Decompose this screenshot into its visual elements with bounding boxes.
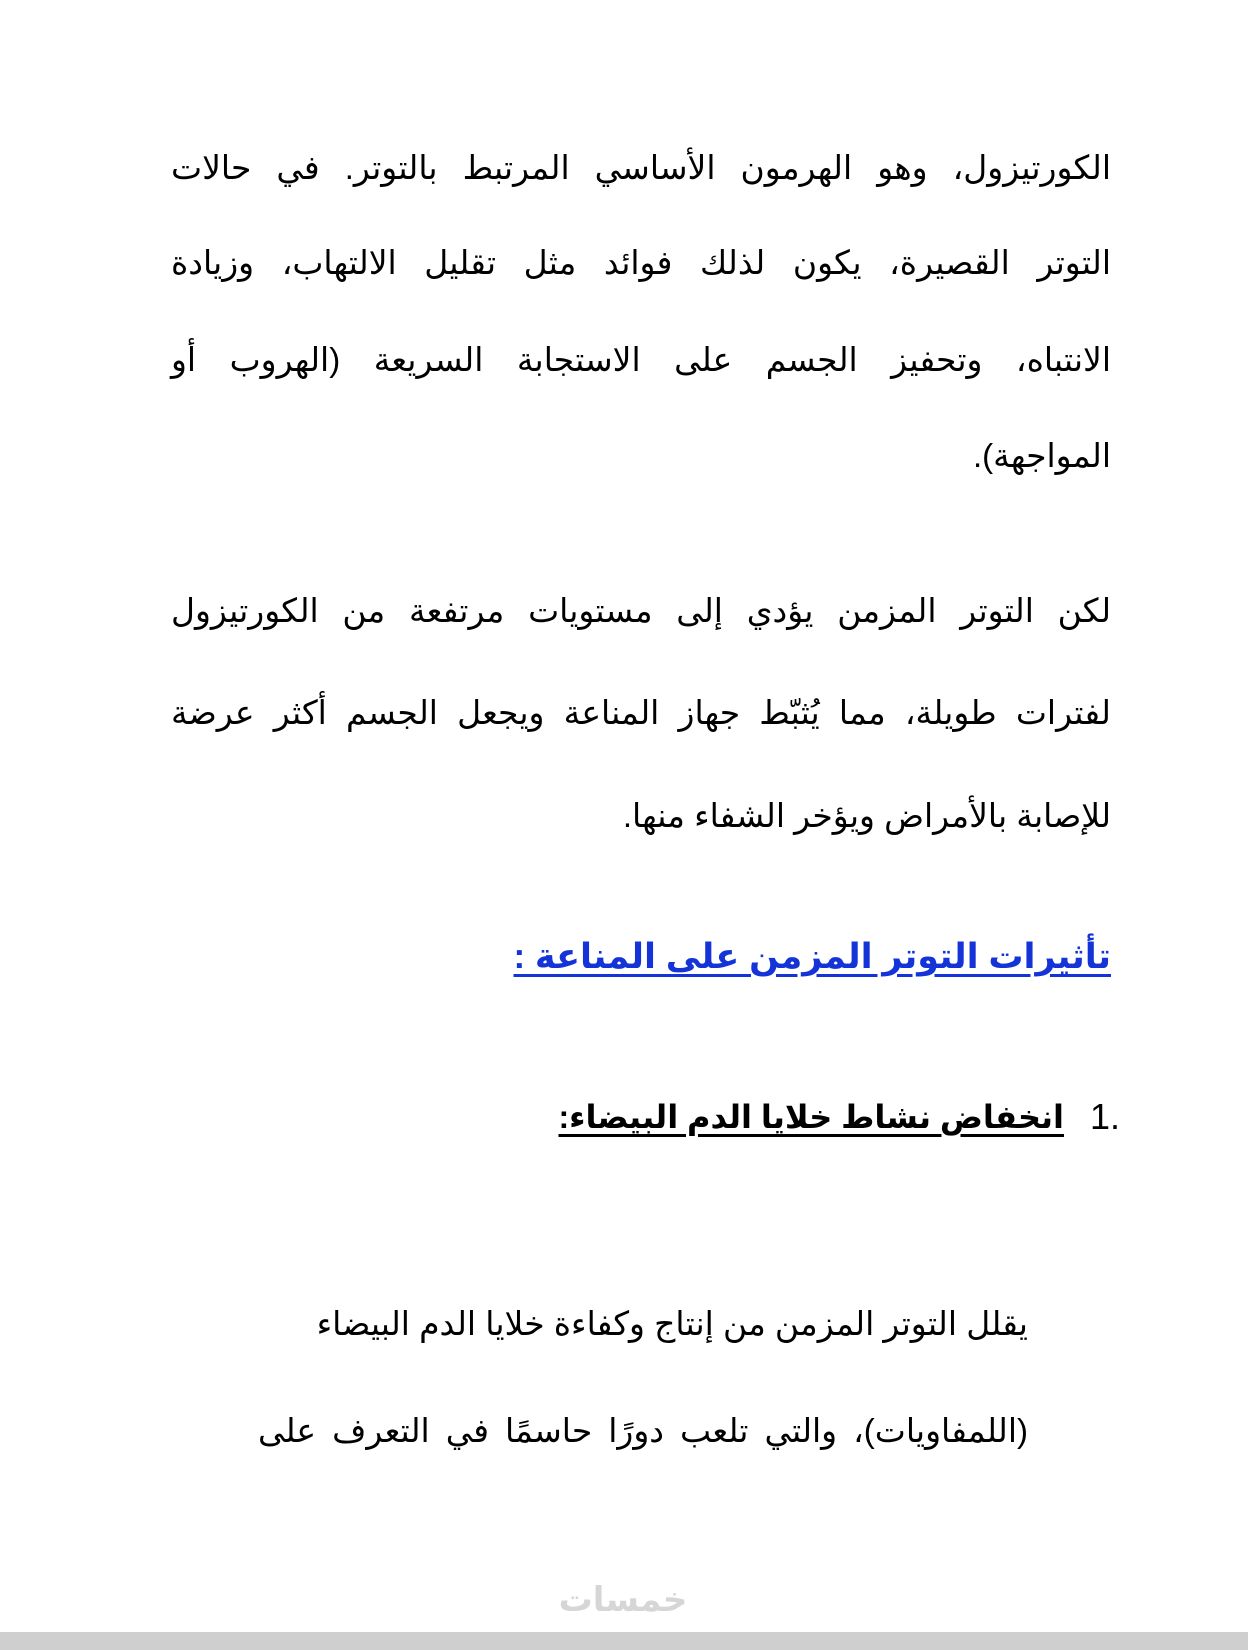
paragraph-line: يقلل التوتر المزمن من إنتاج وكفاءة خلايا الدم البيضاء [316, 1305, 1028, 1342]
paragraph-line: المواجهة). [973, 437, 1111, 474]
paragraph-line: للإصابة بالأمراض ويؤخر الشفاء منها. [622, 797, 1111, 834]
watermark-logo: خمسات [558, 1581, 688, 1619]
paragraph-line: (اللمفاويات)، والتي تلعب دورًا حاسمًا في التعرف على [258, 1412, 1028, 1449]
list-item-title: انخفاض نشاط خلايا الدم البيضاء: [558, 1099, 1064, 1135]
paragraph-line: لفترات طويلة، مما يُثبّط جهاز المناعة ويجعل الجسم أكثر عرضة [171, 694, 1111, 731]
paragraph-line: لكن التوتر المزمن يؤدي إلى مستويات مرتفعة من الكورتيزول [171, 592, 1111, 629]
list-number: 1. [1089, 1096, 1120, 1137]
paragraph-line: التوتر القصيرة، يكون لذلك فوائد مثل تقليل الالتهاب، وزيادة [171, 244, 1111, 281]
paragraph-line: الكورتيزول، وهو الهرمون الأساسي المرتبط بالتوتر. في حالات [171, 149, 1111, 186]
section-heading: تأثيرات التوتر المزمن على المناعة : [513, 937, 1111, 976]
bottom-scroll-bar [0, 1632, 1248, 1650]
paragraph-line: الانتباه، وتحفيز الجسم على الاستجابة السريعة (الهروب أو [171, 341, 1111, 378]
